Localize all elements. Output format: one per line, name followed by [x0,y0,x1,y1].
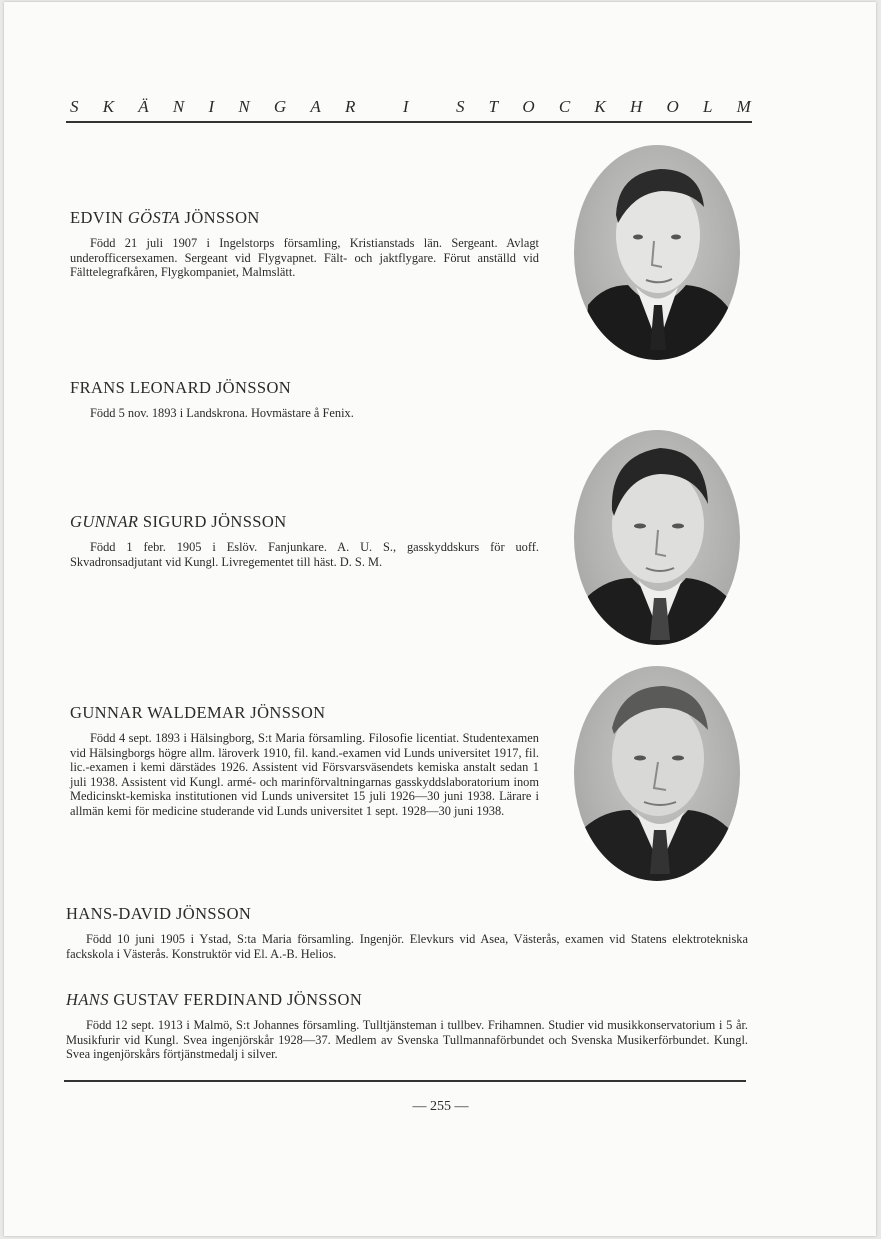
running-head [70,97,752,117]
running-head-letter: I [402,97,410,116]
entry-gunnar-sigurd-jonsson [70,512,539,569]
running-head-letter: S [70,97,80,116]
portrait-photo [574,666,740,881]
running-head-letter: M [736,97,752,116]
name-italic-text: GUNNAR [70,512,139,531]
header-rule [66,121,752,123]
running-head-letter: K [102,97,116,116]
entry-name [70,378,539,398]
name-text: SIGURD JÖNSSON [138,512,287,531]
entry-hans-david-jonsson [66,904,748,961]
entry-name [70,208,539,228]
page-number: — 255 — [412,1099,469,1114]
entry-biography: Född 12 sept. 1913 i Malmö, S:t Johannes församling. Tulltjänsteman i tullbev. Frihamnen. Studier vid musikkonservatorium i 5 år. Musikfurir vid Kungl. Svea ingenjörskår 1928—37. Medlem av Svenska Tullmannaförbundet och Svenska Musikerförbundet. Kungl. Svea ingenjörskårs förtjänstmedalj i silver. [66,1018,748,1062]
entry-frans-leonard-jonsson [70,378,539,421]
running-head-letter: K [594,97,607,116]
entry-gunnar-waldemar-jonsson [70,703,539,819]
name-italic-text: GÖSTA [127,208,180,227]
name-text: GUSTAV FERDINAND JÖNSSON [108,990,363,1009]
entry-biography: Född 10 juni 1905 i Ystad, S:ta Maria församling. Ingenjör. Elevkurs vid Asea, Västerås, examen vid Statens elektrotekniska fackskola i Västerås. Konstruktör vid El. A.-B. Helios. [66,932,748,961]
running-head-letter: L [702,97,714,116]
name-text: JÖNSSON [179,208,260,227]
running-head-letter: Ä [138,97,150,116]
name-italic-text: HANS [66,990,109,1009]
portrait-figure [574,145,740,360]
entry-biography: Född 5 nov. 1893 i Landskrona. Hovmästare å Fenix. [90,406,354,420]
running-head-letter: A [310,97,322,116]
running-head-letter: C [558,97,572,116]
name-text: EDVIN [70,208,128,227]
portrait-photo [574,145,740,360]
entry-name [70,512,539,532]
name-text: GUNNAR WALDEMAR JÖNSSON [70,703,326,722]
entry-name [70,703,539,723]
running-head-letter: G [273,97,288,116]
running-head-letter: I [208,97,216,116]
entry-biography: Född 4 sept. 1893 i Hälsingborg, S:t Maria församling. Filosofie licentiat. Studentexamen vid Hälsingborgs högre allm. läroverk 1910, fil. kand.-examen vid Lunds universitet 1917, fil. lic.-examen i kemi därstädes 1926. Assistent vid Försvarsväsendets kemiska anstalt sedan 1 juli 1938. Assistent vid Kungl. armé- och marinförvaltningarnas gasskyddslaboratorium inom Medicinskt-kemiska institutionen vid Lunds universitet 15 juli 1926—30 juni 1938. Lärare i allmän kemi för medicine studerande vid Lunds universitet 1 sept. 1928—30 juni 1938. [70,731,539,818]
entry-hans-gustav-ferdinand-jonsson [66,990,748,1062]
entry-edvin-gosta-jonsson [70,208,539,280]
running-head-letter: N [172,97,186,116]
running-head-letter: O [666,97,680,116]
portrait-photo [574,430,740,645]
portrait-figure [574,430,740,645]
footer-rule [64,1080,746,1082]
running-head-letter: R [345,97,357,116]
name-text: HANS-DAVID JÖNSSON [66,904,252,923]
running-head-letter: S [455,97,466,116]
entry-biography: Född 1 febr. 1905 i Eslöv. Fanjunkare. A. U. S., gasskyddskurs för uoff. Skvadronsadjutant vid Kungl. Livregementet till häst. D. S. M. [70,540,539,569]
portrait-figure [574,666,740,881]
name-text: FRANS LEONARD JÖNSSON [70,378,292,397]
running-head-letter: O [522,97,536,116]
entry-biography: Född 21 juli 1907 i Ingelstorps församling, Kristianstads län. Sergeant. Avlagt underofficersexamen. Sergeant vid Flygvapnet. Fält- och jaktflygare. Förut anställd vid Fälttelegrafkåren, Flygkompaniet, Malmslätt. [70,236,539,280]
running-head-letter: H [629,97,644,116]
running-head-letter: N [238,97,251,116]
running-head-letter: T [488,97,500,116]
entry-name [66,990,748,1010]
entry-name [66,904,748,924]
